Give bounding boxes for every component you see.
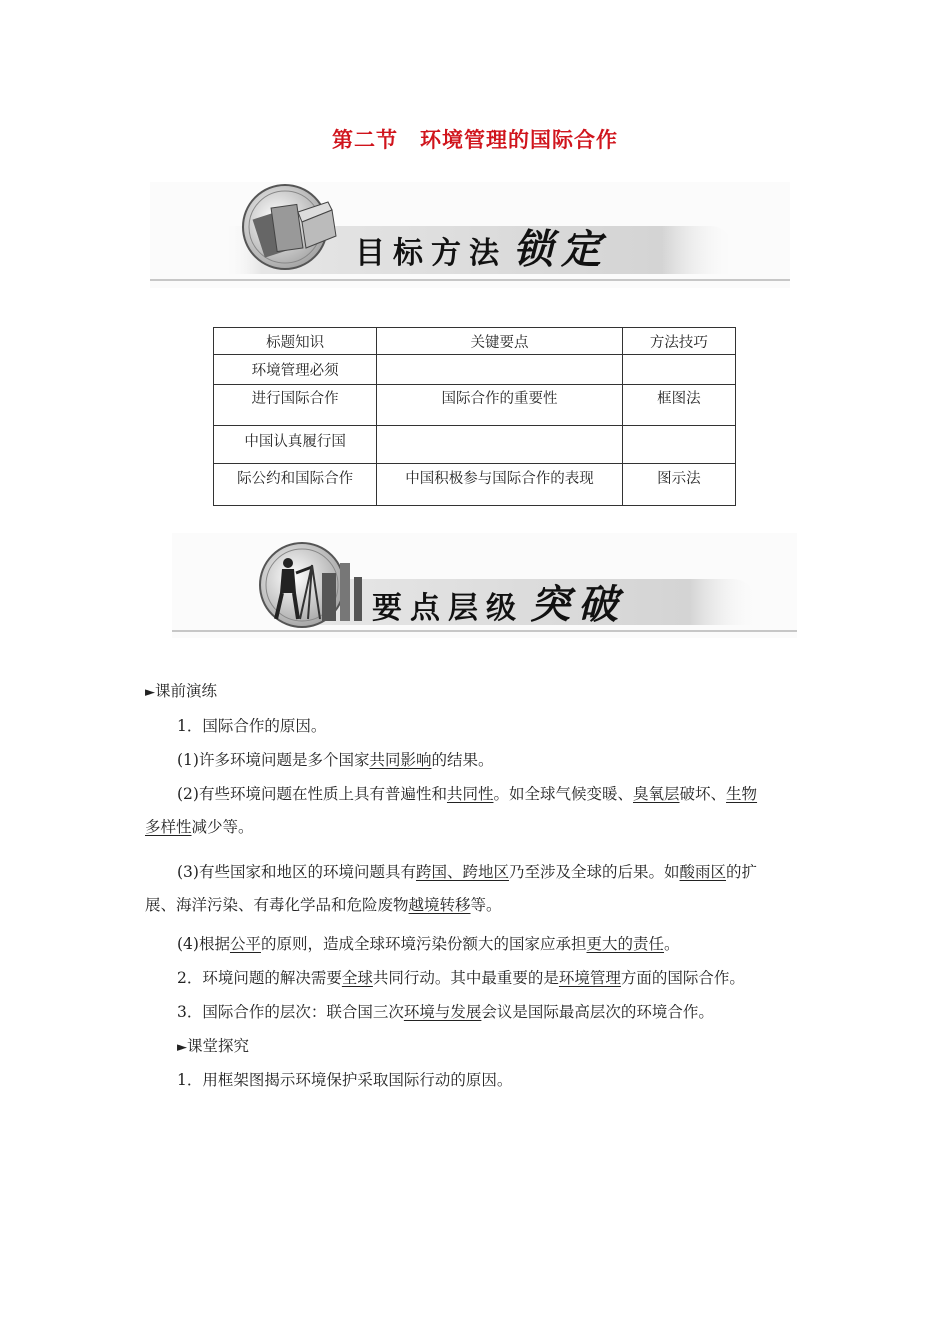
list-item bbox=[145, 783, 815, 816]
text: 的扩 bbox=[726, 863, 758, 881]
text: (4)根据 bbox=[177, 935, 230, 953]
answer-blank: 共同性 bbox=[446, 785, 494, 803]
text: 破坏、 bbox=[679, 785, 727, 803]
section-heading-inclass bbox=[145, 1035, 815, 1069]
table-cell bbox=[622, 426, 735, 464]
answer-blank: 臭氧层 bbox=[633, 785, 680, 803]
banner-key-points bbox=[172, 533, 797, 638]
section-heading-preclass bbox=[145, 680, 815, 715]
list-item-continuation bbox=[145, 894, 815, 933]
table-cell: 进行国际合作 bbox=[214, 385, 377, 426]
text: 展、海洋污染、有毒化学品和危险废物 bbox=[145, 896, 409, 914]
table-cell bbox=[377, 355, 623, 385]
section-heading-text: 课前演练 bbox=[155, 682, 218, 700]
list-item: 1．用框架图揭示环境保护采取国际行动的原因。 bbox=[177, 1071, 513, 1089]
answer-blank: 酸雨区 bbox=[679, 863, 727, 881]
table-row bbox=[214, 426, 736, 464]
text: 方面的国际合作。 bbox=[620, 969, 745, 987]
answer-blank: 跨国、跨地区 bbox=[415, 863, 509, 881]
table-cell bbox=[377, 426, 623, 464]
text: 。如全球气候变暖、 bbox=[493, 785, 633, 803]
text: 3．国际合作的层次：联合国三次 bbox=[177, 1003, 404, 1021]
table-header-cell: 标题知识 bbox=[214, 328, 377, 355]
answer-blank: 环境管理 bbox=[558, 969, 621, 987]
text: 共同行动。其中最重要的是 bbox=[372, 969, 559, 987]
list-item-continuation bbox=[145, 816, 815, 861]
answer-blank: 全球 bbox=[341, 969, 373, 987]
triangle-bullet-icon: ► bbox=[145, 685, 155, 700]
table-cell: 际公约和国际合作 bbox=[214, 464, 377, 506]
table-cell: 图示法 bbox=[622, 464, 735, 506]
answer-blank: 共同影响 bbox=[369, 751, 432, 769]
goals-table bbox=[213, 327, 736, 506]
triangle-bullet-icon: ► bbox=[177, 1040, 187, 1055]
text: 会议是国际最高层次的环境合作。 bbox=[481, 1003, 714, 1021]
list-item bbox=[145, 1001, 815, 1035]
section-number: 第二节 bbox=[332, 128, 398, 152]
table-row bbox=[214, 385, 736, 426]
table-header-cell: 方法技巧 bbox=[622, 328, 735, 355]
list-item bbox=[145, 749, 815, 783]
answer-blank: 环境与发展 bbox=[403, 1003, 482, 1021]
list-item bbox=[145, 967, 815, 1001]
answer-blank: 越境转移 bbox=[408, 896, 471, 914]
table-header-cell: 关键要点 bbox=[377, 328, 623, 355]
text: 等。 bbox=[470, 896, 502, 914]
banner-2-title bbox=[372, 573, 626, 630]
text: (1)许多环境问题是多个国家 bbox=[177, 751, 370, 769]
text: 的原则，造成全球环境污染份额大的国家应承担 bbox=[260, 935, 587, 953]
table-cell: 框图法 bbox=[622, 385, 735, 426]
text: 的结果。 bbox=[431, 751, 494, 769]
content-body bbox=[145, 680, 815, 1103]
text: (2)有些环境问题在性质上具有普遍性和 bbox=[177, 785, 447, 803]
table-cell: 环境管理必须 bbox=[214, 355, 377, 385]
text: 。 bbox=[664, 935, 680, 953]
text: 减少等。 bbox=[191, 818, 254, 836]
banner-1-text-small: 目标方法 bbox=[355, 236, 507, 271]
section-heading-text: 课堂探究 bbox=[187, 1037, 250, 1055]
banner-1-title bbox=[355, 218, 609, 275]
table-cell: 国际合作的重要性 bbox=[377, 385, 623, 426]
section-title: 环境管理的国际合作 bbox=[420, 128, 618, 152]
table-row bbox=[214, 355, 736, 385]
text: (3)有些国家和地区的环境问题具有 bbox=[177, 863, 416, 881]
answer-blank: 多样性 bbox=[145, 818, 192, 836]
banner-2-text-big: 突破 bbox=[530, 582, 626, 628]
list-item bbox=[145, 933, 815, 967]
banner-goals-methods bbox=[150, 182, 790, 288]
table-header-row bbox=[214, 328, 736, 355]
text: 2．环境问题的解决需要 bbox=[177, 969, 342, 987]
answer-blank: 生物 bbox=[726, 785, 758, 803]
table-cell: 中国认真履行国 bbox=[214, 426, 377, 464]
table-row bbox=[214, 464, 736, 506]
banner-1-text-big: 锁定 bbox=[513, 227, 609, 273]
table-cell: 中国积极参与国际合作的表现 bbox=[377, 464, 623, 506]
answer-blank: 更大的责任 bbox=[586, 935, 665, 953]
page-title bbox=[0, 124, 950, 154]
list-item: 1．国际合作的原因。 bbox=[177, 717, 327, 735]
banner-2-text-small: 要点层级 bbox=[372, 591, 524, 626]
answer-blank: 公平 bbox=[229, 935, 261, 953]
list-item bbox=[145, 861, 815, 894]
table-cell bbox=[622, 355, 735, 385]
text: 乃至涉及全球的后果。如 bbox=[508, 863, 680, 881]
